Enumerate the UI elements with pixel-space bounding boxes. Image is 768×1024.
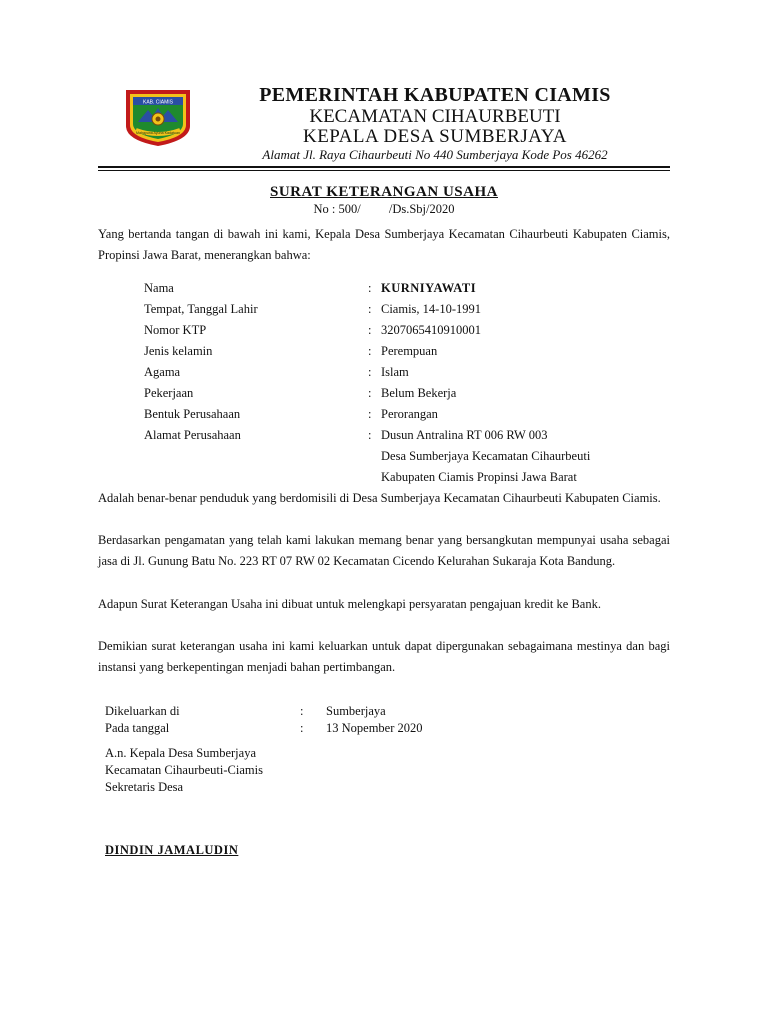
field-label-business-address: Alamat Perusahaan xyxy=(144,428,241,442)
issued-date-label: Pada tanggal xyxy=(105,721,170,735)
field-label-ktp: Nomor KTP xyxy=(144,323,207,337)
signer-name: DINDIN JAMALUDIN xyxy=(105,843,239,857)
intro-paragraph: Yang bertanda tangan di bawah ini kami, Kepala Desa Sumberjaya Kecamatan Cihaurbeuti Kabupaten Ciamis, Propinsi Jawa Barat, menerangkan bahwa: xyxy=(98,227,670,262)
field-colon: : xyxy=(368,428,372,442)
field-value-business-address: Dusun Antralina RT 006 RW 003 xyxy=(381,428,548,442)
issued-place-value: Sumberjaya xyxy=(326,704,386,718)
letterhead-village: KEPALA DESA SUMBERJAYA xyxy=(302,126,568,147)
signatory-line-2: Kecamatan Cihaurbeuti-Ciamis xyxy=(105,763,263,777)
signatory-line-1: A.n. Kepala Desa Sumberjaya xyxy=(105,746,256,760)
body-paragraph-purpose: Adapun Surat Keterangan Usaha ini dibuat untuk melengkapi persyaratan pengajuan kredit ke Bank. xyxy=(98,597,601,611)
issued-colon: : xyxy=(300,704,304,718)
letterhead-address: Alamat Jl. Raya Cihaurbeuti No 440 Sumberjaya Kode Pos 46262 xyxy=(262,147,608,162)
signatory-line-3: Sekretaris Desa xyxy=(105,780,184,794)
field-value-religion: Islam xyxy=(381,365,409,379)
body-paragraph-observation: Berdasarkan pengamatan yang telah kami lakukan memang benar yang bersangkutan mempunyai usaha sebagai jasa di Jl. Gunung Batu No. 223 RT 07 RW 02 Kecamatan Cicendo Kelurahan Sukaraja Kota Bandung. xyxy=(98,533,670,568)
emblem-top-text: KAB. CIAMIS xyxy=(142,99,174,106)
issued-date-value: 13 Nopember 2020 xyxy=(326,721,423,735)
field-colon: : xyxy=(368,281,372,295)
letterhead-government: PEMERINTAH KABUPATEN CIAMIS xyxy=(259,84,611,106)
field-value-business-address-line2: Desa Sumberjaya Kecamatan Cihaurbeuti xyxy=(381,449,591,463)
field-value-occupation: Belum Bekerja xyxy=(381,386,457,400)
letter-title: SURAT KETERANGAN USAHA xyxy=(270,184,498,200)
issued-place-label: Dikeluarkan di xyxy=(105,704,180,718)
field-label-occupation: Pekerjaan xyxy=(144,386,194,400)
field-value-nama: KURNIYAWATI xyxy=(381,281,477,295)
field-value-business-address-line3: Kabupaten Ciamis Propinsi Jawa Barat xyxy=(381,470,577,484)
field-label-ttl: Tempat, Tanggal Lahir xyxy=(144,302,258,316)
emblem-motto: Mahayuna Ayuna Kadatuan xyxy=(135,131,181,135)
field-value-business-type: Perorangan xyxy=(381,407,438,421)
ciamis-regency-emblem xyxy=(122,88,194,148)
letterhead-district: KECAMATAN CIHAURBEUTI xyxy=(309,106,561,127)
field-label-religion: Agama xyxy=(144,365,181,379)
field-colon: : xyxy=(368,302,372,316)
field-value-ttl: Ciamis, 14-10-1991 xyxy=(381,302,481,316)
field-label-business-type: Bentuk Perusahaan xyxy=(144,407,241,421)
field-label-gender: Jenis kelamin xyxy=(144,344,213,358)
field-colon: : xyxy=(368,344,372,358)
field-colon: : xyxy=(368,323,372,337)
field-value-ktp: 3207065410910001 xyxy=(381,323,481,337)
body-paragraph-domicile: Adalah benar-benar penduduk yang berdomisili di Desa Sumberjaya Kecamatan Cihaurbeuti Kabupaten Ciamis. xyxy=(98,491,661,505)
issued-colon: : xyxy=(300,721,304,735)
field-value-gender: Perempuan xyxy=(381,344,438,358)
field-colon: : xyxy=(368,386,372,400)
field-colon: : xyxy=(368,407,372,421)
letter-number: No : 500/ /Ds.Sbj/2020 xyxy=(313,202,455,216)
letterhead-rule-thick xyxy=(98,166,670,168)
field-label-nama: Nama xyxy=(144,281,174,295)
letterhead-rule-thin xyxy=(98,170,670,171)
body-paragraph-closing: Demikian surat keterangan usaha ini kami keluarkan untuk dapat dipergunakan sebagaimana mestinya dan bagi instansi yang berkepentingan menjadi bahan pertimbangan. xyxy=(98,639,670,674)
field-colon: : xyxy=(368,365,372,379)
